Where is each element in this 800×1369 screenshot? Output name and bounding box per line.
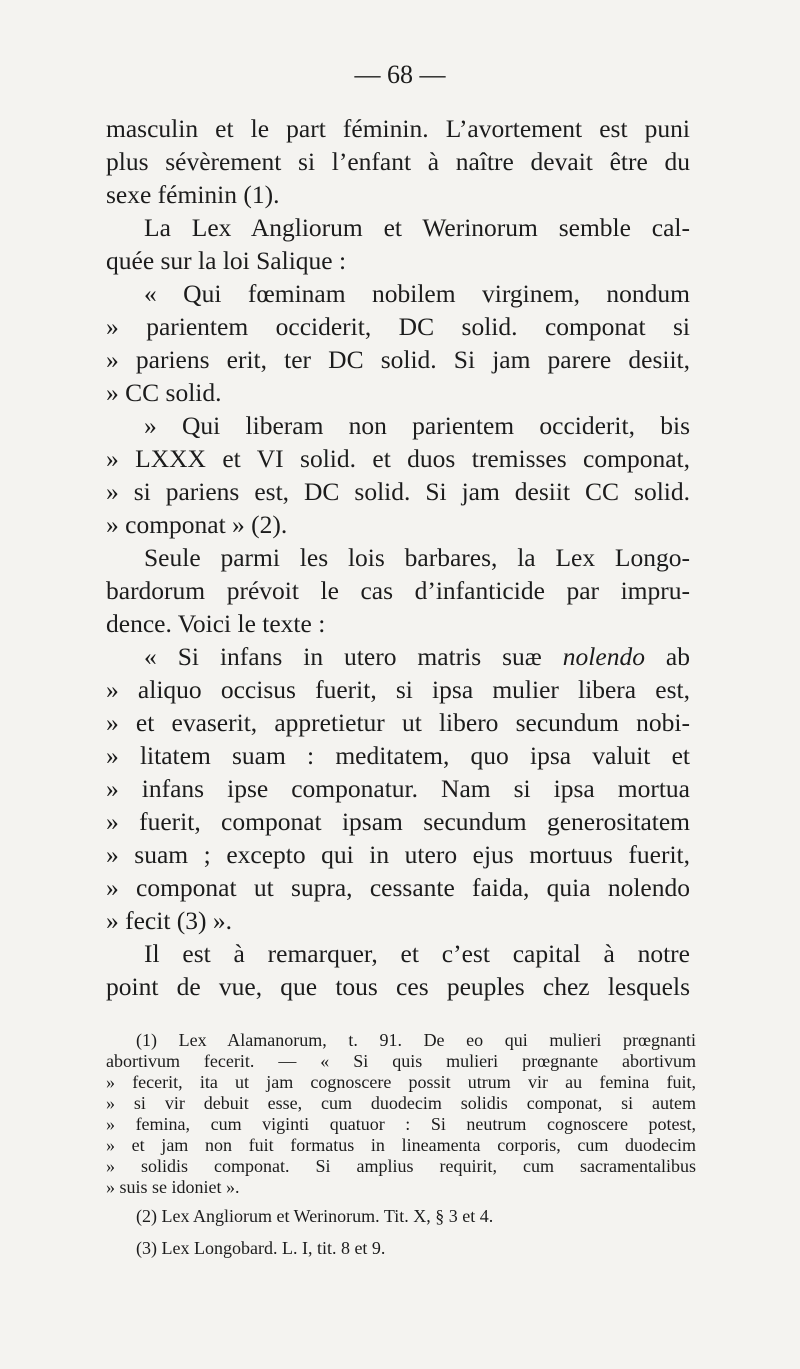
text-line: point de vue, que tous ces peuples chez lesquels	[106, 972, 690, 1001]
quote-line: » fecit (3) ».	[106, 906, 233, 935]
quote-line: » infans ipse componatur. Nam si ipsa mortua	[106, 774, 690, 803]
text-line: Il est à remarquer, et c’est capital à notre	[144, 939, 690, 968]
quote-line-with-italic: « Si infans in utero matris suæ nolendo ab	[144, 642, 690, 671]
quote-line: « Qui fœminam nobilem virginem, nondum	[144, 279, 690, 308]
footnote-3: (3) Lex Longobard. L. I, tit. 8 et 9.	[136, 1238, 386, 1258]
quote-line: » aliquo occisus fuerit, si ipsa mulier libera est,	[106, 675, 690, 704]
quote-line: » et evaserit, appretietur ut libero secundum nobi-	[106, 708, 690, 737]
quote-line: » parientem occiderit, DC solid. componat si	[106, 312, 690, 341]
footnote-1-line: abortivum fecerit. — « Si quis mulieri prœgnante abortivum	[106, 1051, 696, 1071]
footnote-1-line: » suis se idoniet ».	[106, 1177, 240, 1197]
footnote-1-line: » solidis componat. Si amplius requirit, cum sacramentalibus	[106, 1156, 696, 1176]
quote-line: » Qui liberam non parientem occiderit, bis	[144, 411, 690, 440]
quote-line: » suam ; excepto qui in utero ejus mortuus fuerit,	[106, 840, 690, 869]
quote-line: » pariens erit, ter DC solid. Si jam parere desiit,	[106, 345, 690, 374]
quote-line: » litatem suam : meditatem, quo ipsa valuit et	[106, 741, 690, 770]
text-line: bardorum prévoit le cas d’infanticide par impru-	[106, 576, 690, 605]
footnote-1-line: » si vir debuit esse, cum duodecim solidis componat, si autem	[106, 1093, 696, 1113]
text-line: plus sévèrement si l’enfant à naître devait être du	[106, 147, 690, 176]
quote-line: » componat » (2).	[106, 510, 288, 539]
footnotes	[106, 1030, 696, 1262]
text-line: dence. Voici le texte :	[106, 609, 326, 638]
footnote-1-line: » fecerit, ita ut jam cognoscere possit utrum vir au femina fuit,	[106, 1072, 696, 1092]
footnote-2: (2) Lex Angliorum et Werinorum. Tit. X, § 3 et 4.	[136, 1206, 494, 1226]
body-text	[106, 112, 690, 1003]
text-line: Seule parmi les lois barbares, la Lex Longo-	[144, 543, 690, 572]
quote-line: » LXXX et VI solid. et duos tremisses componat,	[106, 444, 690, 473]
page-number: — 68 —	[354, 60, 446, 89]
footnote-1-line: » femina, cum viginti quatuor : Si neutrum cognoscere potest,	[106, 1114, 696, 1134]
text-line: La Lex Angliorum et Werinorum semble cal-	[144, 213, 690, 242]
text-line: masculin et le part féminin. L’avortement est puni	[106, 114, 690, 143]
quote-line: » CC solid.	[106, 378, 222, 407]
quote-line: » si pariens est, DC solid. Si jam desiit CC solid.	[106, 477, 690, 506]
footnote-1-line: (1) Lex Alamanorum, t. 91. De eo qui mulieri prœgnanti	[136, 1030, 696, 1050]
italic-word: nolendo	[562, 642, 645, 671]
text-line: sexe féminin (1).	[106, 180, 280, 209]
text-line: quée sur la loi Salique :	[106, 246, 347, 275]
quote-line: » componat ut supra, cessante faida, quia nolendo	[106, 873, 690, 902]
quote-line: » fuerit, componat ipsam secundum generositatem	[106, 807, 690, 836]
footnote-1-line: » et jam non fuit formatus in lineamenta corporis, cum duodecim	[106, 1135, 696, 1155]
